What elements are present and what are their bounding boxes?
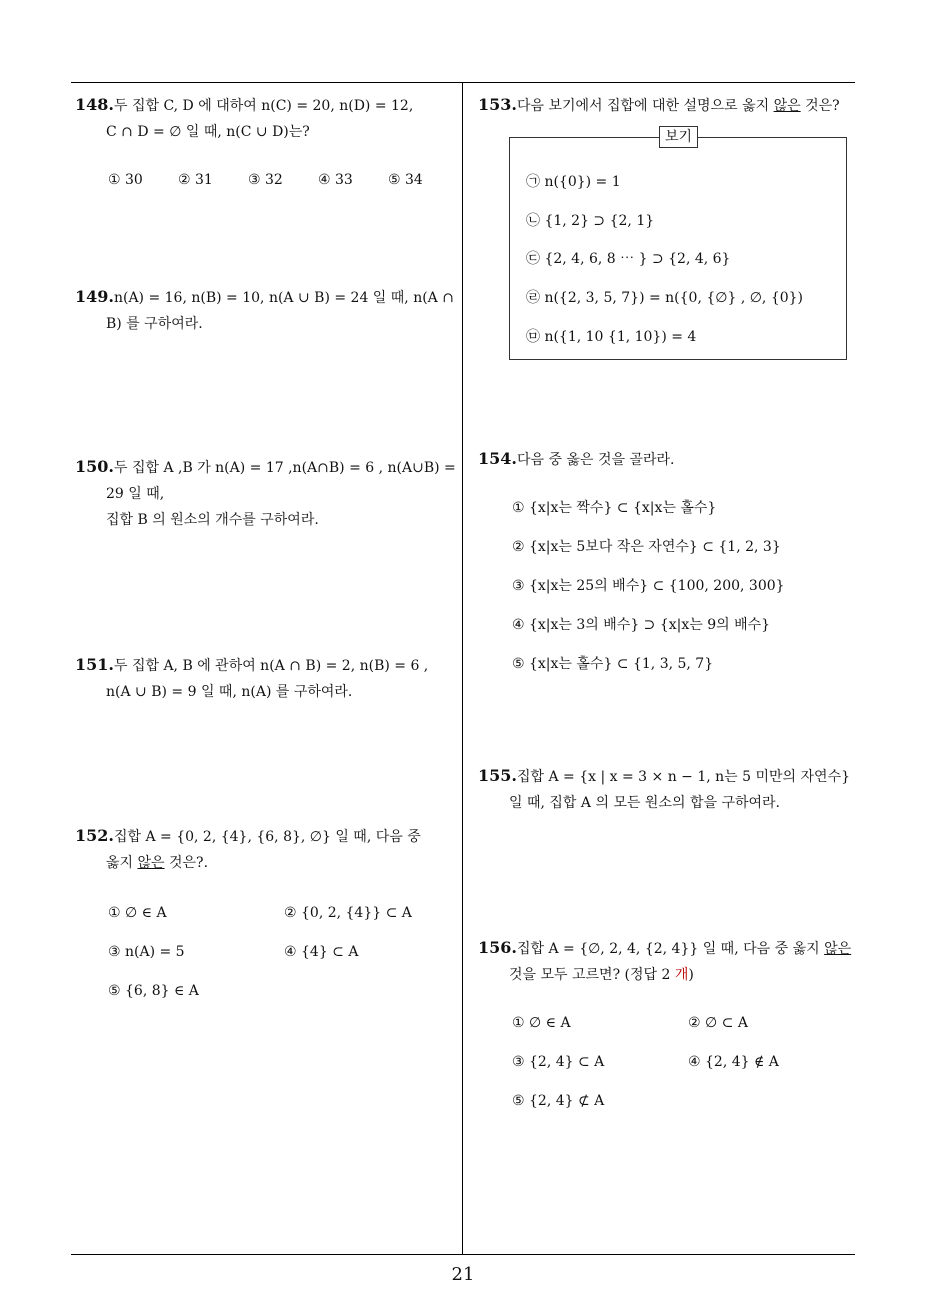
choice-4[interactable]: ④ {x|x는 3의 배수} ⊃ {x|x는 9의 배수} (512, 617, 771, 633)
problem-text: 두 집합 A, B 에 관하여 n(A ∩ B) = 2, n(B) = 6 , (113, 658, 429, 674)
choices-148 (108, 172, 458, 188)
problem-151 (75, 652, 428, 705)
example-box-label: 보기 (659, 126, 698, 148)
problem-text: 집합 B 의 원소의 개수를 구하여라. (106, 512, 319, 528)
box-item-3: ㉢ {2, 4, 6, 8 ⋯ } ⊃ {2, 4, 6} (526, 251, 731, 267)
answer-count-unit: 개 (674, 967, 689, 983)
choice-4[interactable]: ④ {2, 4} ∉ A (688, 1054, 779, 1070)
problem-150 (75, 454, 456, 533)
problem-156 (478, 935, 851, 988)
choice-5[interactable]: ⑤ 34 (388, 172, 423, 188)
box-item-1: ㉠ n({0}) = 1 (526, 174, 621, 190)
choice-2[interactable]: ② {x|x는 5보다 작은 자연수} ⊂ {1, 2, 3} (512, 539, 781, 555)
problem-text: 것은?. (164, 855, 209, 871)
problem-text: 집합 A = {0, 2, {4}, {6, 8}, ∅} 일 때, 다음 중 (113, 829, 421, 845)
problem-number: 156. (478, 938, 517, 957)
problem-text: 29 일 때, (106, 486, 165, 502)
problem-number: 153. (478, 95, 517, 114)
choice-3[interactable]: ③ n(A) = 5 (108, 944, 185, 960)
problem-148 (75, 92, 413, 145)
problem-153 (478, 92, 840, 119)
column-divider (462, 83, 463, 1254)
choice-1[interactable]: ① ∅ ∈ A (512, 1015, 571, 1031)
choice-4[interactable]: ④ {4} ⊂ A (284, 944, 359, 960)
problem-text: 집합 A = {x | x = 3 × n − 1, n는 5 미만의 자연수} (516, 769, 850, 785)
problem-text: 두 집합 C, D 에 대하여 n(C) = 20, n(D) = 12, (113, 98, 414, 114)
problem-text: B) 를 구하여라. (106, 316, 203, 332)
problem-text: 두 집합 A ,B 가 n(A) = 17 ,n(A∩B) = 6 , n(A∪B) = (113, 460, 456, 476)
problem-text: n(A ∪ B) = 9 일 때, n(A) 를 구하여라. (106, 684, 353, 700)
problem-text: 다음 중 옳은 것을 골라라. (516, 452, 675, 468)
box-item-5: ㉤ n({1, 10 {1, 10}) = 4 (526, 329, 697, 345)
choice-5[interactable]: ⑤ {x|x는 홀수} ⊂ {1, 3, 5, 7} (512, 656, 714, 672)
choice-1[interactable]: ① {x|x는 짝수} ⊂ {x|x는 홀수} (512, 500, 717, 516)
choice-3[interactable]: ③ {2, 4} ⊂ A (512, 1054, 605, 1070)
footer-rule (71, 1254, 855, 1255)
choice-3[interactable]: ③ {x|x는 25의 배수} ⊂ {100, 200, 300} (512, 578, 785, 594)
problem-text: ) (688, 967, 694, 983)
problem-text: 것을 모두 고르면? (정답 2 (509, 967, 675, 983)
underlined-word: 않은 (137, 855, 165, 871)
choice-3[interactable]: ③ 32 (248, 172, 283, 188)
box-item-2: ㉡ {1, 2} ⊃ {2, 1} (526, 213, 655, 229)
problem-number: 154. (478, 449, 517, 468)
problem-text: 집합 A = {∅, 2, 4, {2, 4}} 일 때, 다음 중 옳지 (516, 941, 825, 957)
problem-text: 다음 보기에서 집합에 대한 설명으로 옳지 (516, 98, 774, 114)
header-rule (71, 82, 855, 83)
choice-4[interactable]: ④ 33 (318, 172, 353, 188)
choice-1[interactable]: ① ∅ ∈ A (108, 905, 167, 921)
choice-5[interactable]: ⑤ {2, 4} ⊄ A (512, 1093, 605, 1109)
problem-text: n(A) = 16, n(B) = 10, n(A ∪ B) = 24 일 때, n(A ∩ (113, 290, 454, 306)
problem-152 (75, 823, 421, 876)
choice-2[interactable]: ② 31 (178, 172, 213, 188)
problem-149 (75, 284, 454, 337)
problem-number: 151. (75, 655, 114, 674)
problem-number: 150. (75, 457, 114, 476)
problem-number: 152. (75, 826, 114, 845)
choice-1[interactable]: ① 30 (108, 172, 143, 188)
underlined-word: 않은 (773, 98, 801, 114)
problem-text: 일 때, 집합 A 의 모든 원소의 합을 구하여라. (509, 795, 780, 811)
box-item-4: ㉣ n({2, 3, 5, 7}) = n({0, {∅} , ∅, {0}) (526, 290, 803, 306)
problem-number: 148. (75, 95, 114, 114)
problem-text: C ∩ D = ∅ 일 때, n(C ∪ D)는? (106, 124, 310, 140)
choice-2[interactable]: ② {0, 2, {4}} ⊂ A (284, 905, 412, 921)
problem-number: 149. (75, 287, 114, 306)
choice-2[interactable]: ② ∅ ⊂ A (688, 1015, 748, 1031)
problem-155 (478, 763, 850, 816)
problem-number: 155. (478, 766, 517, 785)
choice-5[interactable]: ⑤ {6, 8} ∈ A (108, 983, 199, 999)
problem-154 (478, 446, 674, 473)
page-number: 21 (451, 1264, 475, 1285)
underlined-word: 않은 (824, 941, 852, 957)
problem-text: 옳지 (106, 855, 138, 871)
problem-text: 것은? (800, 98, 840, 114)
